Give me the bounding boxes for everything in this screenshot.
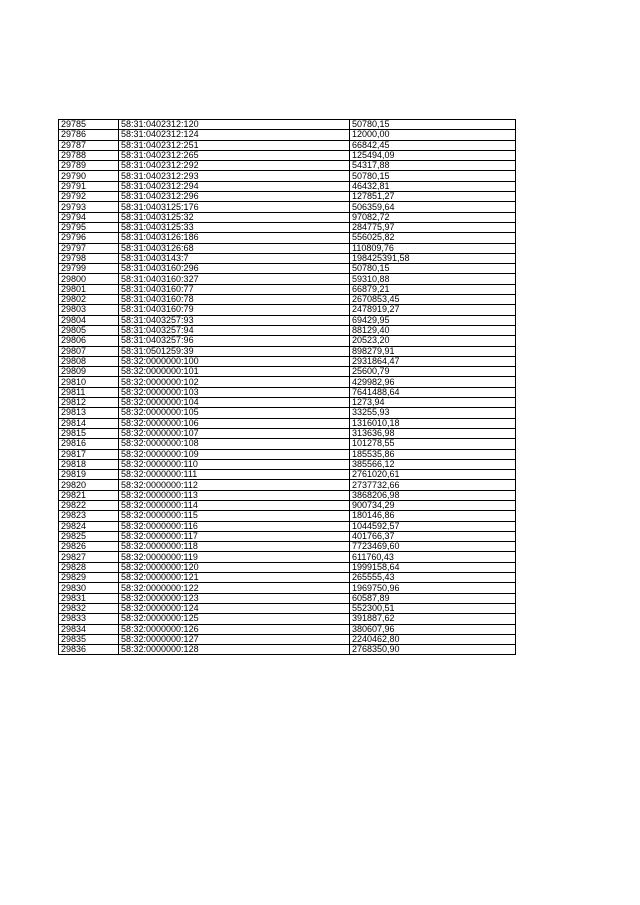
table-row	[59, 161, 516, 171]
amount-cell: 265555,43	[350, 573, 516, 583]
cadastral-number-cell: 58:31:0403160:77	[119, 284, 350, 294]
row-number-cell: 29789	[59, 161, 119, 171]
row-number-cell: 29798	[59, 253, 119, 263]
row-number-cell: 29823	[59, 511, 119, 521]
row-number-cell: 29802	[59, 295, 119, 305]
cadastral-number-cell: 58:31:0403257:96	[119, 336, 350, 346]
table-row	[59, 140, 516, 150]
table-row	[59, 500, 516, 510]
amount-cell: 59310,88	[350, 274, 516, 284]
cadastral-number-cell: 58:31:0403126:186	[119, 233, 350, 243]
table-body	[59, 120, 516, 655]
table-row	[59, 470, 516, 480]
cadastral-number-cell: 58:32:0000000:106	[119, 418, 350, 428]
row-number-cell: 29795	[59, 222, 119, 232]
table-row	[59, 222, 516, 232]
table-row	[59, 387, 516, 397]
cadastral-number-cell: 58:32:0000000:123	[119, 593, 350, 603]
row-number-cell: 29812	[59, 398, 119, 408]
cadastral-number-cell: 58:32:0000000:121	[119, 573, 350, 583]
amount-cell: 12000,00	[350, 130, 516, 140]
amount-cell: 101278,55	[350, 439, 516, 449]
row-number-cell: 29833	[59, 614, 119, 624]
cadastral-number-cell: 58:32:0000000:112	[119, 480, 350, 490]
data-table	[58, 119, 516, 655]
row-number-cell: 29826	[59, 542, 119, 552]
table-row	[59, 171, 516, 181]
table-row	[59, 305, 516, 315]
table-row	[59, 439, 516, 449]
amount-cell: 429982,96	[350, 377, 516, 387]
table-row	[59, 130, 516, 140]
amount-cell: 401766,37	[350, 531, 516, 541]
amount-cell: 25600,79	[350, 367, 516, 377]
amount-cell: 60587,89	[350, 593, 516, 603]
amount-cell: 180146,86	[350, 511, 516, 521]
cadastral-number-cell: 58:32:0000000:119	[119, 552, 350, 562]
cadastral-number-cell: 58:31:0402312:251	[119, 140, 350, 150]
row-number-cell: 29787	[59, 140, 119, 150]
cadastral-number-cell: 58:32:0000000:108	[119, 439, 350, 449]
cadastral-number-cell: 58:32:0000000:104	[119, 398, 350, 408]
table-row	[59, 150, 516, 160]
row-number-cell: 29785	[59, 120, 119, 130]
row-number-cell: 29805	[59, 325, 119, 335]
cadastral-number-cell: 58:32:0000000:109	[119, 449, 350, 459]
table-row	[59, 346, 516, 356]
table-row	[59, 593, 516, 603]
table-row	[59, 367, 516, 377]
table-row	[59, 295, 516, 305]
cadastral-number-cell: 58:31:0402312:296	[119, 192, 350, 202]
table-row	[59, 573, 516, 583]
row-number-cell: 29803	[59, 305, 119, 315]
cadastral-number-cell: 58:31:0402312:265	[119, 150, 350, 160]
cadastral-number-cell: 58:32:0000000:107	[119, 428, 350, 438]
amount-cell: 2670853,45	[350, 295, 516, 305]
cadastral-number-cell: 58:31:0402312:293	[119, 171, 350, 181]
table-row	[59, 428, 516, 438]
cadastral-number-cell: 58:32:0000000:127	[119, 634, 350, 644]
amount-cell: 898279,91	[350, 346, 516, 356]
row-number-cell: 29799	[59, 264, 119, 274]
amount-cell: 2240462,80	[350, 634, 516, 644]
cadastral-number-cell: 58:32:0000000:125	[119, 614, 350, 624]
amount-cell: 2761020,61	[350, 470, 516, 480]
amount-cell: 611760,43	[350, 552, 516, 562]
cadastral-number-cell: 58:31:0403126:68	[119, 243, 350, 253]
cadastral-number-cell: 58:31:0403160:79	[119, 305, 350, 315]
table-row	[59, 233, 516, 243]
cadastral-number-cell: 58:31:0402312:292	[119, 161, 350, 171]
amount-cell: 391887,62	[350, 614, 516, 624]
cadastral-number-cell: 58:32:0000000:114	[119, 500, 350, 510]
amount-cell: 1273,94	[350, 398, 516, 408]
table-row	[59, 202, 516, 212]
amount-cell: 88129,40	[350, 325, 516, 335]
table-row	[59, 624, 516, 634]
cadastral-number-cell: 58:32:0000000:103	[119, 387, 350, 397]
cadastral-number-cell: 58:31:0403125:32	[119, 212, 350, 222]
cadastral-number-cell: 58:32:0000000:120	[119, 562, 350, 572]
row-number-cell: 29804	[59, 315, 119, 325]
cadastral-number-cell: 58:31:0403160:78	[119, 295, 350, 305]
table-row	[59, 181, 516, 191]
row-number-cell: 29800	[59, 274, 119, 284]
amount-cell: 50780,15	[350, 264, 516, 274]
table-row	[59, 408, 516, 418]
row-number-cell: 29788	[59, 150, 119, 160]
table-row	[59, 212, 516, 222]
cadastral-number-cell: 58:32:0000000:122	[119, 583, 350, 593]
cadastral-number-cell: 58:32:0000000:102	[119, 377, 350, 387]
table-row	[59, 192, 516, 202]
table-row	[59, 243, 516, 253]
row-number-cell: 29820	[59, 480, 119, 490]
table-row	[59, 284, 516, 294]
table-row	[59, 490, 516, 500]
row-number-cell: 29827	[59, 552, 119, 562]
cadastral-number-cell: 58:32:0000000:100	[119, 356, 350, 366]
amount-cell: 185535,86	[350, 449, 516, 459]
table-row	[59, 336, 516, 346]
row-number-cell: 29814	[59, 418, 119, 428]
cadastral-number-cell: 58:31:0403125:176	[119, 202, 350, 212]
row-number-cell: 29793	[59, 202, 119, 212]
row-number-cell: 29829	[59, 573, 119, 583]
row-number-cell: 29822	[59, 500, 119, 510]
amount-cell: 20523,20	[350, 336, 516, 346]
table-row	[59, 511, 516, 521]
amount-cell: 1969750,96	[350, 583, 516, 593]
amount-cell: 2737732,66	[350, 480, 516, 490]
row-number-cell: 29817	[59, 449, 119, 459]
amount-cell: 284775,97	[350, 222, 516, 232]
amount-cell: 110809,76	[350, 243, 516, 253]
amount-cell: 7723469,60	[350, 542, 516, 552]
amount-cell: 1999158,64	[350, 562, 516, 572]
row-number-cell: 29836	[59, 645, 119, 655]
amount-cell: 2931864,47	[350, 356, 516, 366]
row-number-cell: 29809	[59, 367, 119, 377]
table-row	[59, 356, 516, 366]
row-number-cell: 29797	[59, 243, 119, 253]
cadastral-number-cell: 58:32:0000000:110	[119, 459, 350, 469]
table-row	[59, 274, 516, 284]
amount-cell: 66842,45	[350, 140, 516, 150]
row-number-cell: 29811	[59, 387, 119, 397]
amount-cell: 552300,51	[350, 603, 516, 613]
row-number-cell: 29792	[59, 192, 119, 202]
amount-cell: 2478919,27	[350, 305, 516, 315]
table-row	[59, 552, 516, 562]
cadastral-number-cell: 58:31:0403143:7	[119, 253, 350, 263]
cadastral-number-cell: 58:32:0000000:101	[119, 367, 350, 377]
row-number-cell: 29832	[59, 603, 119, 613]
row-number-cell: 29807	[59, 346, 119, 356]
cadastral-number-cell: 58:32:0000000:124	[119, 603, 350, 613]
cadastral-number-cell: 58:31:0402312:124	[119, 130, 350, 140]
table-row	[59, 253, 516, 263]
row-number-cell: 29790	[59, 171, 119, 181]
cadastral-number-cell: 58:31:0403125:33	[119, 222, 350, 232]
row-number-cell: 29786	[59, 130, 119, 140]
row-number-cell: 29830	[59, 583, 119, 593]
table-row	[59, 418, 516, 428]
row-number-cell: 29813	[59, 408, 119, 418]
table-row	[59, 634, 516, 644]
table-row	[59, 449, 516, 459]
cadastral-number-cell: 58:31:0403257:94	[119, 325, 350, 335]
amount-cell: 97082,72	[350, 212, 516, 222]
amount-cell: 2768350,90	[350, 645, 516, 655]
cadastral-number-cell: 58:32:0000000:113	[119, 490, 350, 500]
amount-cell: 46432,81	[350, 181, 516, 191]
row-number-cell: 29791	[59, 181, 119, 191]
table-row	[59, 645, 516, 655]
table-row	[59, 264, 516, 274]
row-number-cell: 29835	[59, 634, 119, 644]
cadastral-number-cell: 58:32:0000000:111	[119, 470, 350, 480]
cadastral-number-cell: 58:31:0402312:294	[119, 181, 350, 191]
amount-cell: 125494,09	[350, 150, 516, 160]
row-number-cell: 29818	[59, 459, 119, 469]
amount-cell: 1044592,57	[350, 521, 516, 531]
row-number-cell: 29821	[59, 490, 119, 500]
cadastral-number-cell: 58:32:0000000:105	[119, 408, 350, 418]
row-number-cell: 29796	[59, 233, 119, 243]
table-row	[59, 315, 516, 325]
row-number-cell: 29815	[59, 428, 119, 438]
row-number-cell: 29831	[59, 593, 119, 603]
row-number-cell: 29794	[59, 212, 119, 222]
cadastral-number-cell: 58:32:0000000:118	[119, 542, 350, 552]
amount-cell: 127851,27	[350, 192, 516, 202]
amount-cell: 1316010,18	[350, 418, 516, 428]
cadastral-number-cell: 58:32:0000000:128	[119, 645, 350, 655]
amount-cell: 54317,88	[350, 161, 516, 171]
amount-cell: 50780,15	[350, 120, 516, 130]
row-number-cell: 29819	[59, 470, 119, 480]
table-row	[59, 583, 516, 593]
table-row	[59, 377, 516, 387]
table-row	[59, 521, 516, 531]
table-row	[59, 120, 516, 130]
cadastral-number-cell: 58:31:0403160:296	[119, 264, 350, 274]
table-row	[59, 614, 516, 624]
row-number-cell: 29801	[59, 284, 119, 294]
table-row	[59, 398, 516, 408]
cadastral-number-cell: 58:32:0000000:115	[119, 511, 350, 521]
amount-cell: 33255,93	[350, 408, 516, 418]
amount-cell: 556025,82	[350, 233, 516, 243]
cadastral-number-cell: 58:31:0402312:120	[119, 120, 350, 130]
cadastral-number-cell: 58:32:0000000:126	[119, 624, 350, 634]
row-number-cell: 29828	[59, 562, 119, 572]
table-row	[59, 531, 516, 541]
amount-cell: 385566,12	[350, 459, 516, 469]
amount-cell: 380607,96	[350, 624, 516, 634]
amount-cell: 69429,95	[350, 315, 516, 325]
cadastral-number-cell: 58:32:0000000:116	[119, 521, 350, 531]
table-row	[59, 459, 516, 469]
row-number-cell: 29816	[59, 439, 119, 449]
amount-cell: 506359,64	[350, 202, 516, 212]
cadastral-number-cell: 58:32:0000000:117	[119, 531, 350, 541]
table-row	[59, 603, 516, 613]
row-number-cell: 29810	[59, 377, 119, 387]
amount-cell: 198425391,58	[350, 253, 516, 263]
amount-cell: 50780,15	[350, 171, 516, 181]
table-row	[59, 325, 516, 335]
row-number-cell: 29824	[59, 521, 119, 531]
cadastral-number-cell: 58:31:0501259:39	[119, 346, 350, 356]
row-number-cell: 29834	[59, 624, 119, 634]
row-number-cell: 29808	[59, 356, 119, 366]
amount-cell: 7641488,64	[350, 387, 516, 397]
amount-cell: 66879,21	[350, 284, 516, 294]
amount-cell: 313636,98	[350, 428, 516, 438]
amount-cell: 3868206,98	[350, 490, 516, 500]
amount-cell: 900734,29	[350, 500, 516, 510]
table-row	[59, 562, 516, 572]
table-row	[59, 542, 516, 552]
table-row	[59, 480, 516, 490]
row-number-cell: 29825	[59, 531, 119, 541]
row-number-cell: 29806	[59, 336, 119, 346]
cadastral-number-cell: 58:31:0403160:327	[119, 274, 350, 284]
cadastral-number-cell: 58:31:0403257:93	[119, 315, 350, 325]
